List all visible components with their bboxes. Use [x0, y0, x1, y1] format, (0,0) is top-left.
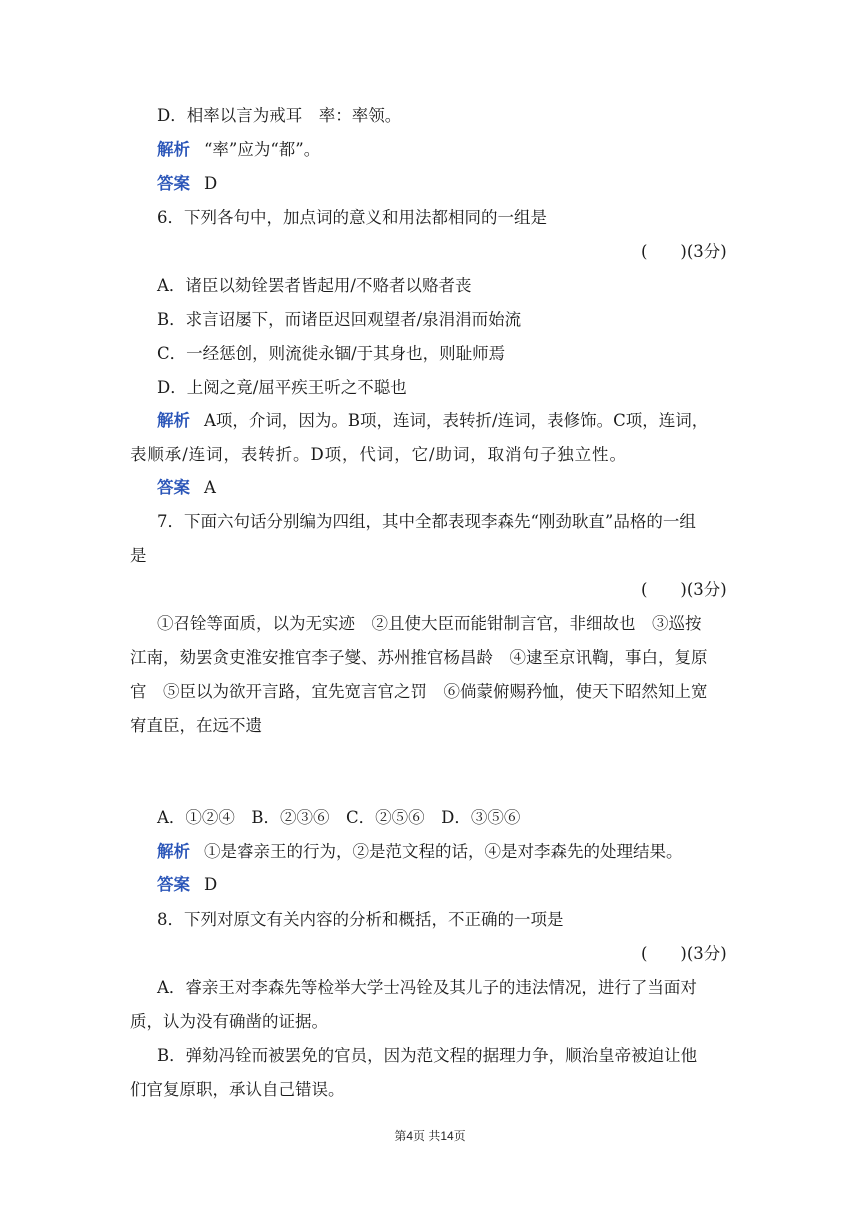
analysis-label: 解析 [157, 411, 190, 430]
analysis-7 [157, 840, 730, 864]
question-7: 7．下面六句话分别编为四组，其中全都表现李森先“刚劲耿直”品格的一组 [157, 512, 696, 531]
question-7-score: ( )(3分) [641, 580, 727, 599]
question-6: 6．下列各句中，加点词的意义和用法都相同的一组是 [157, 208, 547, 227]
passage-line-1: ①召铨等面质，以为无实迹 ②且使大臣而能钳制言官，非细故也 ③巡按 [157, 614, 702, 633]
analysis-6-continued: 表顺承/连词，表转折。D项，代词，它/助词，取消句子独立性。 [130, 445, 627, 464]
analysis-text: A项，介词，因为。B项，连词，表转折/连词，表修饰。C项，连词， [204, 411, 709, 430]
question-6-option-b: B．求言诏屡下，而诸臣迟回观望者/泉涓涓而始流 [157, 310, 522, 329]
passage-line-2: 江南，劾罢贪吏淮安推官李子燮、苏州推官杨昌龄 ④逮至京讯鞫，事白，复原 [130, 648, 708, 667]
analysis-6 [157, 409, 730, 433]
answer-label: 答案 [157, 875, 190, 894]
question-8-option-a: A．睿亲王对李森先等检举大学士冯铨及其儿子的违法情况，进行了当面对 [157, 978, 697, 997]
question-8-score: ( )(3分) [641, 944, 727, 963]
analysis-label: 解析 [157, 842, 190, 861]
question-8-option-b-continued: 们官复原职，承认自己错误。 [130, 1080, 345, 1099]
analysis-text: “率”应为“都”。 [204, 140, 321, 159]
question-8: 8．下列对原文有关内容的分析和概括，不正确的一项是 [157, 910, 564, 929]
question-7-continued: 是 [130, 546, 147, 565]
passage-line-4: 宥直臣，在远不遗 [130, 716, 262, 735]
answer-value: A [204, 478, 216, 497]
answer-7 [157, 873, 730, 897]
question-6-option-c: C．一经惩创，则流徙永锢/于其身也，则耻师焉 [157, 344, 506, 363]
answer-value: D [204, 174, 218, 193]
answer-5 [157, 172, 730, 196]
question-8-option-b: B．弹劾冯铨而被罢免的官员，因为范文程的据理力争，顺治皇帝被迫让他 [157, 1046, 698, 1065]
answer-label: 答案 [157, 174, 190, 193]
analysis-label: 解析 [157, 140, 190, 159]
question-6-score: ( )(3分) [641, 242, 727, 261]
answer-6 [157, 476, 730, 500]
answer-label: 答案 [157, 478, 190, 497]
question-6-option-a: A．诸臣以劾铨罢者皆起用/不赂者以赂者丧 [157, 276, 472, 295]
passage-line-3: 官 ⑤臣以为欲开言路，宜先宽言官之罚 ⑥倘蒙俯赐矜恤，使天下昭然知上宽 [130, 682, 708, 701]
option-d-line: D．相率以言为戒耳 率：率领。 [157, 106, 402, 125]
answer-value: D [204, 875, 218, 894]
page-footer: 第4页 共14页 [394, 1129, 466, 1143]
question-7-options: A．①②④ B．②③⑥ C．②⑤⑥ D．③⑤⑥ [157, 808, 521, 827]
analysis-text: ①是睿亲王的行为，②是范文程的话，④是对李森先的处理结果。 [204, 842, 683, 861]
question-6-option-d: D．上阅之竟/屈平疾王听之不聪也 [157, 378, 407, 397]
analysis-5 [157, 138, 730, 162]
question-8-option-a-continued: 质，认为没有确凿的证据。 [130, 1012, 328, 1031]
